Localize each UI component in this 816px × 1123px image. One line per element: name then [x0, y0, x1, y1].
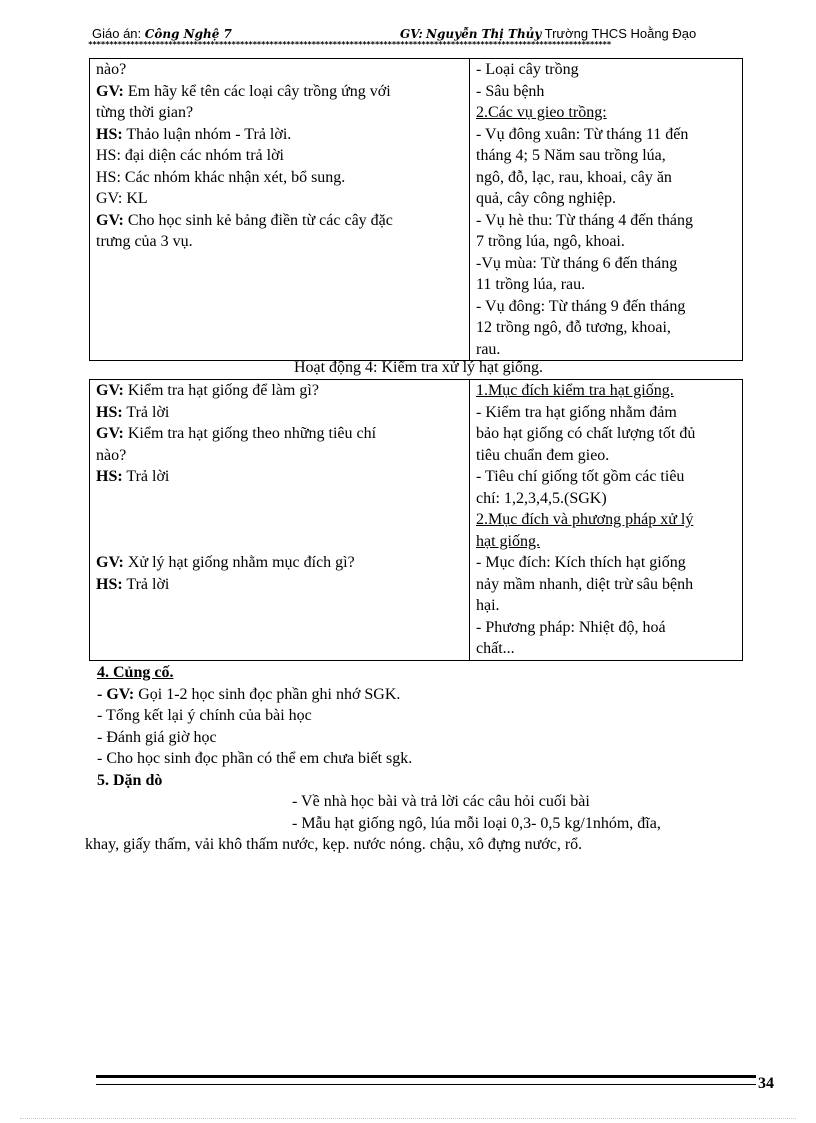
list-item: khay, giấy thấm, vải khô thấm nước, kẹp. nước nóng. chậu, xô đựng nước, rổ.	[85, 836, 583, 853]
activity-table-seasons	[89, 58, 743, 361]
homework-title: 5. Dặn dò	[97, 771, 163, 789]
consolidation-title: 4. Củng cố.	[97, 664, 174, 681]
list-item: - GV: Gọi 1-2 học sinh đọc phần ghi nhớ SGK.	[97, 685, 401, 703]
list-item: 12 trồng ngô, đỗ tương, khoai,	[476, 319, 671, 336]
list-item: - Kiểm tra hạt giống nhằm đảm	[476, 403, 677, 421]
page-bottom-border	[20, 1118, 796, 1119]
list-item: GV: Cho học sinh kẻ bảng điền từ các cây đặc	[96, 211, 393, 229]
list-item: nào?	[96, 61, 127, 78]
list-item: - Sâu bệnh	[476, 82, 545, 100]
table-row	[90, 59, 743, 361]
activity-table-seed-check	[89, 379, 743, 661]
section-heading: 2.Mục đích và phương pháp xử lý	[476, 511, 694, 528]
teacher-student-column	[90, 380, 470, 661]
list-item: - Vụ đông: Từ tháng 9 đến tháng	[476, 297, 686, 315]
lesson-plan-label	[92, 26, 232, 41]
list-item: nào?	[96, 446, 127, 464]
list-item: HS: Trả lời	[96, 575, 170, 593]
list-item: HS: Trả lời	[96, 403, 170, 421]
list-item: 11 trồng lúa, rau.	[476, 276, 586, 293]
list-item: - Mẫu hạt giống ngô, lúa mỗi loại 0,3- 0,5 kg/1nhóm, đĩa,	[292, 814, 661, 832]
lesson-label: Giáo án:	[92, 26, 142, 41]
consolidation-section	[85, 662, 757, 856]
list-item: HS: Trả lời	[96, 468, 170, 485]
list-item: trưng của 3 vụ.	[96, 233, 193, 250]
list-item: 7 trồng lúa, ngô, khoai.	[476, 233, 625, 250]
section-heading: 1.Mục đích kiểm tra hạt giống.	[476, 382, 674, 399]
list-item: rau.	[476, 340, 501, 358]
list-item: -Vụ mùa: Từ tháng 6 đến tháng	[476, 254, 678, 272]
list-item: GV: Xử lý hạt giống nhằm mục đích gì?	[96, 554, 355, 571]
list-item: từng thời gian?	[96, 104, 194, 121]
footer-divider	[96, 1075, 756, 1085]
list-item: - Đánh giá giờ học	[97, 728, 217, 746]
content-column	[470, 380, 743, 661]
section-heading: hạt giống.	[476, 532, 540, 550]
activity-4-title: Hoạt động 4: Kiểm tra xử lý hạt giống.	[293, 359, 544, 376]
teacher-label: GV:	[400, 27, 423, 41]
list-item: ngô, đỗ, lạc, rau, khoai, cây ăn	[476, 168, 672, 186]
teacher-name: Nguyễn Thị Thủy	[426, 27, 542, 41]
list-item: - Cho học sinh đọc phần có thể em chưa biết sgk.	[97, 750, 413, 767]
header-star-divider: ****************************************************************************************************************************	[88, 40, 611, 49]
list-item: chí: 1,2,3,4,5.(SGK)	[476, 489, 607, 507]
school-name: Trường THCS Hoằng Đạo	[544, 26, 697, 41]
list-item: HS: Thảo luận nhóm - Trả lời.	[96, 125, 292, 143]
list-item: - Vụ đông xuân: Từ tháng 11 đến	[476, 125, 689, 143]
content-column	[470, 59, 743, 361]
list-item: HS: Các nhóm khác nhận xét, bổ sung.	[96, 168, 346, 186]
list-item: - Vụ hè thu: Từ tháng 4 đến tháng	[476, 211, 693, 229]
list-item: HS: đại diện các nhóm trả lời	[96, 147, 284, 164]
list-item: hại.	[476, 597, 500, 614]
list-item: - Tiêu chí giống tốt gồm các tiêu	[476, 468, 685, 485]
list-item: GV: Kiểm tra hạt giống để làm gì?	[96, 382, 319, 399]
section-heading: 2.Các vụ gieo trồng:	[476, 104, 607, 121]
list-item: nảy mầm nhanh, diệt trừ sâu bệnh	[476, 575, 694, 593]
list-item: GV: KL	[96, 190, 148, 207]
list-item: GV: Em hãy kể tên các loại cây trồng ứng với	[96, 82, 391, 100]
teacher-student-column	[90, 59, 470, 361]
list-item: tiêu chuẩn đem gieo.	[476, 446, 610, 464]
list-item: GV: Kiểm tra hạt giống theo những tiêu chí	[96, 425, 377, 442]
table-row	[90, 380, 743, 661]
list-item: - Tổng kết lại ý chính của bài học	[97, 707, 312, 724]
list-item: - Mục đích: Kích thích hạt giống	[476, 554, 686, 571]
list-item: tháng 4; 5 Năm sau trồng lúa,	[476, 147, 666, 164]
subject-name: Công Nghệ 7	[144, 27, 232, 41]
list-item: quả, cây công nghiệp.	[476, 190, 616, 207]
list-item: - Loại cây trồng	[476, 61, 579, 78]
page-number: 34	[758, 1075, 774, 1092]
list-item: - Về nhà học bài và trả lời các câu hỏi cuối bài	[292, 793, 590, 810]
list-item: chất...	[476, 640, 515, 657]
list-item: bảo hạt giống có chất lượng tốt đủ	[476, 425, 696, 442]
list-item: - Phương pháp: Nhiệt độ, hoá	[476, 618, 666, 636]
